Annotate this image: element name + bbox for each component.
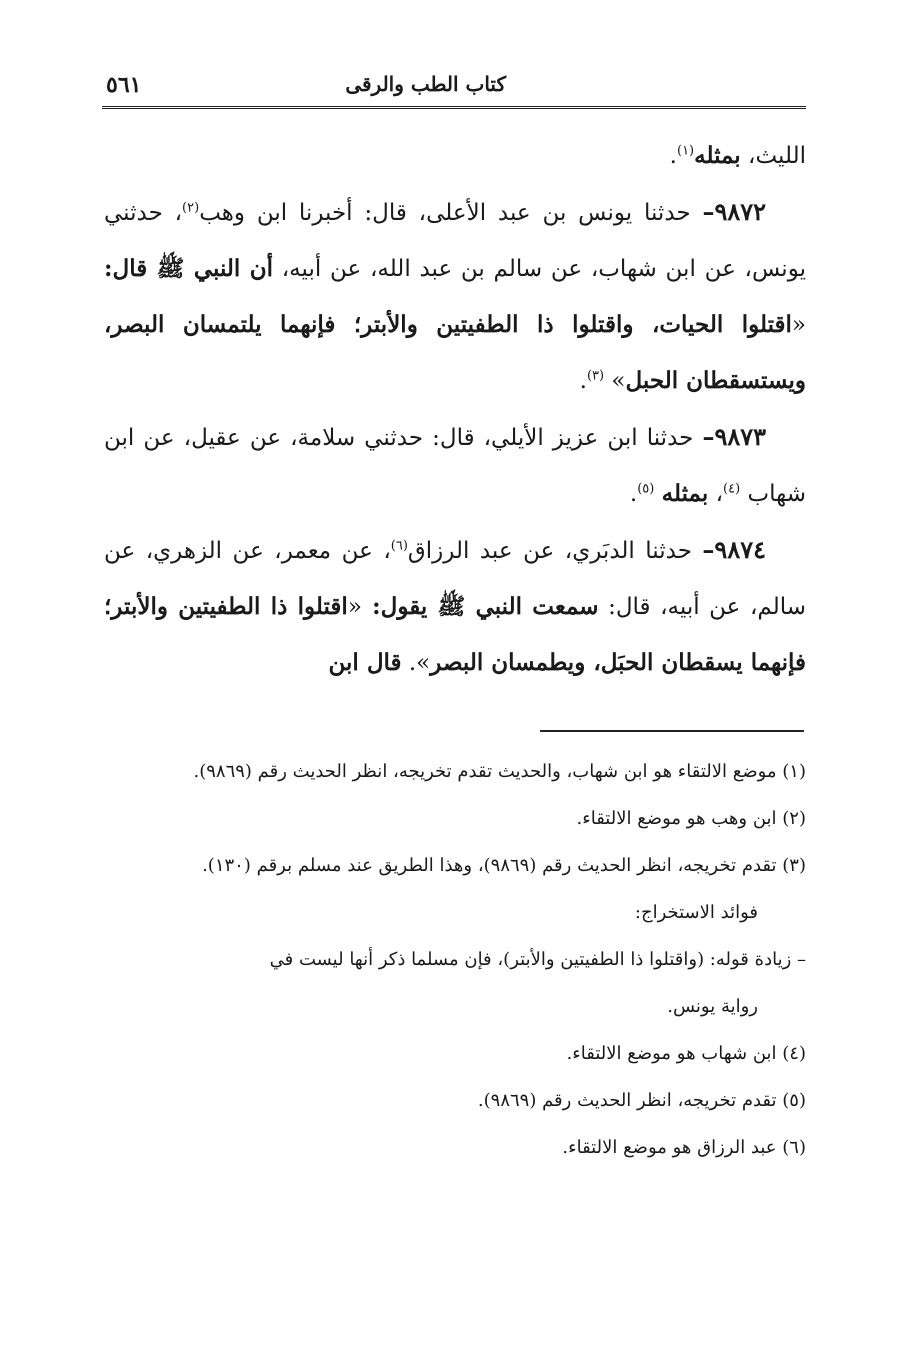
footnote-item: (٢) ابن وهب هو موضع الالتقاء. <box>576 808 806 829</box>
footnote-ref: (٥) <box>637 481 655 497</box>
text-run: ، حدثني يونس، عن ابن شهاب، عن سالم بن عبد الله، عن أبيه، <box>104 200 806 282</box>
hadith-matn: اقتلوا ذا الطفيتين والأبتر؛ فإنهما يسقطان الحبَل، ويطمسان البصر <box>104 593 806 676</box>
bold-phrase: بمثله <box>694 142 741 169</box>
page-number: ٥٦١ <box>106 72 142 98</box>
footnote-item: (٤) ابن شهاب هو موضع الالتقاء. <box>566 1043 806 1064</box>
text-run <box>654 481 661 507</box>
footnote-item: – زيادة قوله: (واقتلوا ذا الطفيتين والأبتر)، فإن مسلما ذكر أنها ليست في <box>269 949 806 970</box>
footnote-separator <box>540 730 804 732</box>
quote-mark: ». <box>401 650 431 676</box>
hadith-9873 <box>104 409 806 522</box>
footnote-item: (١) موضع الالتقاء هو ابن شهاب، والحديث تقدم تخريجه، انظر الحديث رقم (٩٨٦٩). <box>193 761 806 782</box>
footnote-ref: (١) <box>676 143 695 159</box>
bold-phrase: بمثله <box>661 480 709 507</box>
text-run: . <box>579 368 587 394</box>
footnote-item: (٦) عبد الرزاق هو موضع الالتقاء. <box>562 1137 806 1158</box>
hadith-number: ٩٨٧٤– <box>702 535 766 564</box>
text-run: الليث، <box>740 143 806 169</box>
footnote-ref: (٤) <box>723 481 741 497</box>
text-run: . <box>669 143 677 169</box>
quote-mark: » <box>604 368 626 394</box>
text-run: حدثنا ابن عزيز الأيلي، قال: حدثني سلامة، عن عقيل، عن ابن شهاب <box>104 425 806 507</box>
footnote-subheading: فوائد الاستخراج: <box>634 902 758 923</box>
hadith-number: ٩٨٧٣– <box>702 422 766 451</box>
text-run: ، عن معمر، عن الزهري، عن سالم، عن أبيه، قال: <box>104 538 806 620</box>
footnote-item: (٣) تقدم تخريجه، انظر الحديث رقم (٩٨٦٩)، وهذا الطريق عند مسلم برقم (١٣٠). <box>202 855 806 876</box>
text-run: . <box>629 481 638 507</box>
hadith-9872 <box>104 184 806 409</box>
hadith-9874 <box>104 522 806 691</box>
main-text <box>104 128 806 691</box>
text-run: حدثنا يونس بن عبد الأعلى، قال: أخبرنا ابن وهب <box>199 200 703 226</box>
bold-phrase: أن النبي ﷺ قال: <box>104 255 274 282</box>
footnote-item: (٥) تقدم تخريجه، انظر الحديث رقم (٩٨٦٩). <box>477 1090 806 1111</box>
paragraph-continuation <box>104 128 806 184</box>
footnotes <box>104 748 806 1171</box>
quote-mark: « <box>791 312 806 338</box>
hadith-matn: اقتلوا الحيات، واقتلوا ذا الطفيتين والأبتر؛ فإنهما يلتمسان البصر، ويستسقطان الحبل <box>104 311 806 394</box>
bold-phrase: قال ابن <box>328 649 402 676</box>
quote-mark: « <box>347 594 362 620</box>
hadith-number: ٩٨٧٢– <box>702 197 766 226</box>
text-run: حدثنا الدبَري، عن عبد الرزاق <box>407 538 703 564</box>
running-header <box>102 70 806 109</box>
bold-phrase: سمعت النبي ﷺ يقول: <box>361 593 599 620</box>
footnote-ref: (٢) <box>182 200 200 216</box>
footnote-item: رواية يونس. <box>667 996 758 1017</box>
book-title: كتاب الطب والرقى <box>345 72 506 96</box>
footnote-ref: (٦) <box>390 538 408 554</box>
text-run: ، <box>708 481 723 507</box>
footnote-ref: (٣) <box>586 368 605 384</box>
